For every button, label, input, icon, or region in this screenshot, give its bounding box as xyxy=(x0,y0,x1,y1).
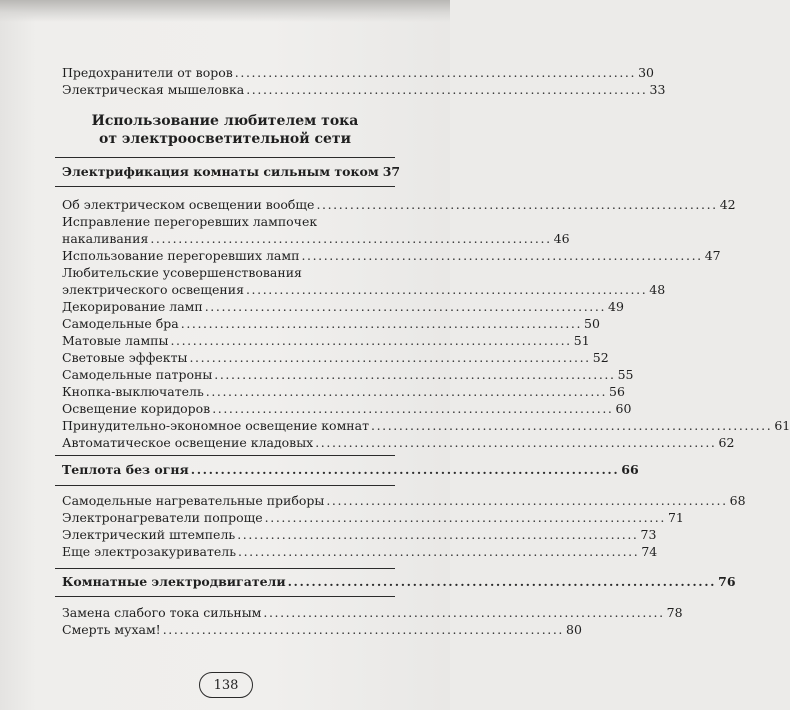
toc-block-2 xyxy=(62,461,639,478)
toc-entry-label: Самодельные патроны xyxy=(62,367,213,382)
toc-entry-label: Электрический штемпель xyxy=(62,527,236,542)
toc-entry-label: Электронагреватели попроще xyxy=(62,510,263,525)
dot-leader: ........................................................................ xyxy=(170,333,572,348)
toc-entry-page: 56 xyxy=(609,384,625,399)
toc-entry xyxy=(62,315,600,332)
toc-entry-page: 33 xyxy=(649,82,666,97)
rule-bottom-block-2 xyxy=(55,485,395,486)
toc-entry-page: 74 xyxy=(641,544,658,559)
toc-entry-page: 46 xyxy=(553,231,570,246)
dot-leader: ........................................................................ xyxy=(301,248,703,263)
toc-entry xyxy=(62,247,721,264)
toc-entry xyxy=(62,526,657,543)
toc-entry-label: Автоматическое освещение кладовых xyxy=(62,435,314,450)
toc-entry xyxy=(62,604,683,621)
toc-entry xyxy=(62,81,666,98)
dot-leader: ........................................................................ xyxy=(234,65,637,80)
rule-bottom-block-1 xyxy=(55,186,395,187)
toc-entry xyxy=(62,400,632,417)
toc-entry-label: Самодельные нагревательные приборы xyxy=(62,493,325,508)
toc-entry-label: Электрическая мышеловка xyxy=(62,82,245,97)
toc-entry-label: Принудительно-экономное освещение комнат xyxy=(62,418,370,433)
toc-entry-page: 62 xyxy=(718,435,735,450)
toc-entry-page: 68 xyxy=(729,493,746,508)
dot-leader: ........................................................................ xyxy=(238,544,640,559)
toc-entry-page: 80 xyxy=(566,622,582,637)
page-number: 138 xyxy=(213,677,239,693)
toc-chapter-label: Электрификация комнаты сильным током xyxy=(62,164,379,179)
dot-leader: ........................................................................ xyxy=(180,316,583,331)
toc-entry-label: Об электрическом освещении вообще xyxy=(62,197,315,212)
toc-entry-page: 71 xyxy=(667,510,684,525)
toc-entry xyxy=(62,383,625,400)
toc-chapter-page: 37 xyxy=(382,164,401,179)
toc-chapter-heading xyxy=(62,461,639,478)
toc-entry xyxy=(62,434,735,451)
toc-entry xyxy=(62,492,746,509)
dot-leader: ........................................................................ xyxy=(263,605,665,620)
dot-leader: ........................................................................ xyxy=(189,350,591,365)
dot-leader: ........................................................................ xyxy=(237,527,639,542)
rule-top-block-2 xyxy=(55,455,395,456)
toc-chapter-page: 76 xyxy=(718,574,736,589)
section-title xyxy=(55,112,395,148)
dot-leader: ........................................................................ xyxy=(326,493,728,508)
toc-entry-page: 52 xyxy=(592,350,609,365)
rule-top-block-1 xyxy=(55,157,395,158)
dot-leader: ........................................................................ xyxy=(371,418,773,433)
toc-entry-page: 61 xyxy=(774,418,790,433)
toc-entry-page: 30 xyxy=(638,65,654,80)
toc-entry-label: Использование перегоревших ламп xyxy=(62,248,300,263)
toc-entry-page: 55 xyxy=(617,367,634,382)
toc-entry-page: 42 xyxy=(719,197,736,212)
toc-entry-label: Световые эффекты xyxy=(62,350,188,365)
dot-leader: ........................................................................ xyxy=(287,574,717,589)
toc-entry xyxy=(62,196,736,213)
toc-block-3 xyxy=(62,573,736,590)
toc-entry-page: 48 xyxy=(649,282,666,297)
toc-entry-page: 49 xyxy=(608,299,624,314)
toc-entry xyxy=(62,509,684,526)
toc-entry-page: 78 xyxy=(666,605,683,620)
dot-leader: ........................................................................ xyxy=(150,231,552,246)
dot-leader: ........................................................................ xyxy=(190,462,620,477)
toc-entry-label: Декорирование ламп xyxy=(62,299,203,314)
dot-leader: ........................................................................ xyxy=(214,367,616,382)
toc-block-1-entries xyxy=(62,196,790,451)
dot-leader: ........................................................................ xyxy=(245,282,648,297)
toc-entry-page: 50 xyxy=(584,316,600,331)
toc-entry-page: 47 xyxy=(704,248,721,263)
toc-entry-label: Предохранители от воров xyxy=(62,65,233,80)
rule-bottom-block-3 xyxy=(55,596,395,597)
toc-entry xyxy=(62,332,590,349)
dot-leader: ........................................................................ xyxy=(315,435,717,450)
toc-entry xyxy=(62,230,570,247)
toc-entry xyxy=(62,621,582,638)
toc-chapter-heading xyxy=(62,573,736,590)
toc-entry-page: 51 xyxy=(573,333,590,348)
dot-leader: ........................................................................ xyxy=(212,401,614,416)
toc-entry xyxy=(62,543,658,560)
toc-entry-label: Кнопка-выключатель xyxy=(62,384,204,399)
toc-chapter-label: Комнатные электродвигатели xyxy=(62,574,286,589)
toc-entry-label-line-2: электрического освещения xyxy=(62,282,244,297)
toc-chapter-page: 66 xyxy=(621,462,639,477)
toc-entry-label: Смерть мухам! xyxy=(62,622,161,637)
toc-block-1 xyxy=(62,163,401,180)
toc-entry-page: 60 xyxy=(615,401,632,416)
toc-entry-label: Матовые лампы xyxy=(62,333,169,348)
toc-entry xyxy=(62,366,634,383)
toc-block-2-entries xyxy=(62,492,746,560)
rule-top-block-3 xyxy=(55,568,395,569)
toc-entry xyxy=(62,298,624,315)
toc-entry-label-line-1: Любительские усовершенствования xyxy=(62,265,302,280)
toc-entry xyxy=(62,64,654,81)
toc-entry xyxy=(62,417,790,434)
toc-entry xyxy=(62,349,609,366)
page-number-badge xyxy=(199,672,253,698)
dot-leader: ........................................................................ xyxy=(264,510,666,525)
toc-chapter-heading xyxy=(62,163,401,180)
toc-entry-label: Замена слабого тока сильным xyxy=(62,605,262,620)
dot-leader: ........................................................................ xyxy=(246,82,648,97)
dot-leader: ........................................................................ xyxy=(204,299,607,314)
toc-entry-label: Еще электрозакуриватель xyxy=(62,544,237,559)
dot-leader: ........................................................................ xyxy=(316,197,718,212)
page-top-shadow xyxy=(0,0,450,22)
toc-group-1 xyxy=(62,64,666,98)
toc-entry-label: Освещение коридоров xyxy=(62,401,211,416)
dot-leader: ........................................................................ xyxy=(162,622,565,637)
dot-leader: ........................................................................ xyxy=(205,384,608,399)
toc-block-3-entries xyxy=(62,604,683,638)
toc-entry-label: Самодельные бра xyxy=(62,316,179,331)
toc-entry xyxy=(62,281,666,298)
section-title-line-2: от электроосветительной сети xyxy=(99,131,351,147)
toc-entry-label-line-1: Исправление перегоревших лампочек xyxy=(62,214,318,229)
toc-chapter-label: Теплота без огня xyxy=(62,462,189,477)
toc-entry-page: 73 xyxy=(640,527,657,542)
section-title-line-1: Использование любителем тока xyxy=(91,113,359,129)
toc-entry-label-line-2: накаливания xyxy=(62,231,149,246)
